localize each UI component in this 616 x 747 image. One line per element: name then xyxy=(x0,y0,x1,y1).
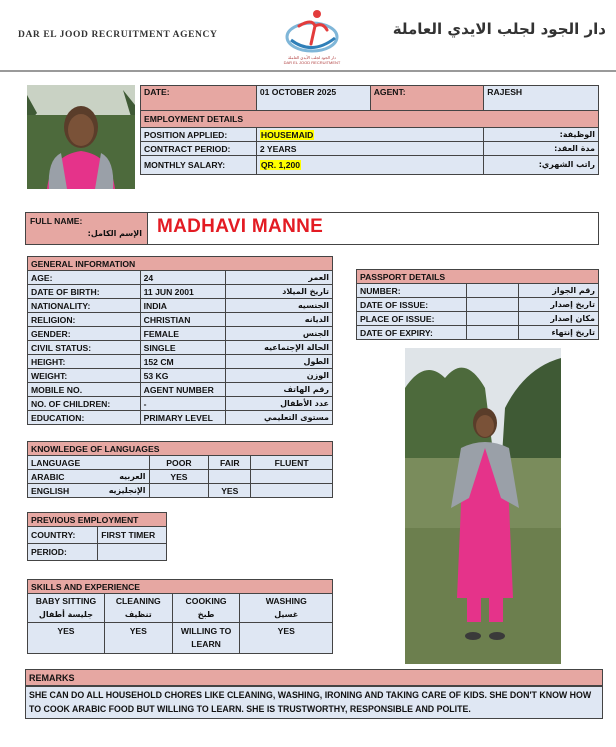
country-label: COUNTRY: xyxy=(28,527,98,544)
employment-table xyxy=(140,85,599,175)
general-label: EDUCATION: xyxy=(28,411,141,425)
general-label: AGE: xyxy=(28,271,141,285)
skill-name: CLEANING xyxy=(115,596,161,606)
general-label: NATIONALITY: xyxy=(28,299,141,313)
previous-employment-title: PREVIOUS EMPLOYMENT xyxy=(28,513,167,527)
general-value: INDIA xyxy=(140,299,226,313)
passport-label: DATE OF EXPIRY: xyxy=(357,326,467,340)
general-value: 53 KG xyxy=(140,369,226,383)
skill-value: YES xyxy=(28,623,105,654)
languages-title: KNOWLEDGE OF LANGUAGES xyxy=(28,442,333,456)
passport-label-ar: تاريخ إصدار xyxy=(519,298,599,312)
skill-name: BABY SITTING xyxy=(35,596,97,606)
remarks-title: REMARKS xyxy=(25,669,603,686)
skill-header xyxy=(240,594,333,623)
passport-table xyxy=(356,269,599,340)
full-name-label xyxy=(26,213,148,244)
language-name-cell xyxy=(28,484,150,498)
passport-label-ar: رقم الجواز xyxy=(519,284,599,298)
general-label-ar: الطول xyxy=(226,355,333,369)
skills-title: SKILLS AND EXPERIENCE xyxy=(28,580,333,594)
general-label-ar: مستوى التعليمي xyxy=(226,411,333,425)
general-value: SINGLE xyxy=(140,341,226,355)
passport-value xyxy=(466,298,519,312)
employment-label: MONTHLY SALARY: xyxy=(141,156,257,175)
general-label: MOBILE NO. xyxy=(28,383,141,397)
skill-header xyxy=(172,594,240,623)
skill-name: WASHING xyxy=(265,596,307,606)
remarks-text: SHE CAN DO ALL HOUSEHOLD CHORES LIKE CLEANING, WASHING, IRONING AND TAKING CARE OF KIDS. SHE DON'T KNOW HOW TO COOK ARABIC FOOD BUT WILLING TO LEARN. SHE IS TRUSTWORTHY, RESPONSIBLE AND POLITE. xyxy=(25,686,603,719)
period-value xyxy=(98,544,167,561)
passport-value xyxy=(466,284,519,298)
language-fair: YES xyxy=(209,484,251,498)
general-label-ar: عدد الأطفال xyxy=(226,397,333,411)
general-label-ar: الوزن xyxy=(226,369,333,383)
language-col-header: FAIR xyxy=(209,456,251,470)
agency-name-ar: دار الجود لجلب الايدي العاملة xyxy=(392,20,606,38)
language-fair xyxy=(209,470,251,484)
passport-label: PLACE OF ISSUE: xyxy=(357,312,467,326)
general-label: CIVIL STATUS: xyxy=(28,341,141,355)
general-label-ar: رقم الهاتف xyxy=(226,383,333,397)
skill-name-ar: تنظيف xyxy=(124,610,152,619)
logo-caption-ar: دار الجود لجلب الأيدي العاملة xyxy=(288,55,336,60)
general-label-ar: الديانه xyxy=(226,313,333,327)
passport-value xyxy=(466,312,519,326)
employment-title: EMPLOYMENT DETAILS xyxy=(141,111,599,128)
general-value: 11 JUN 2001 xyxy=(140,285,226,299)
agency-name-en: DAR EL JOOD RECRUITMENT AGENCY xyxy=(18,30,218,40)
general-value: 24 xyxy=(140,271,226,285)
general-label: DATE OF BIRTH: xyxy=(28,285,141,299)
general-value: - xyxy=(140,397,226,411)
passport-title: PASSPORT DETAILS xyxy=(357,270,599,284)
full-name-label-en: FULL NAME: xyxy=(30,216,83,226)
general-value: PRIMARY LEVEL xyxy=(140,411,226,425)
language-fluent xyxy=(251,470,333,484)
skill-header xyxy=(28,594,105,623)
skills-table xyxy=(27,579,333,654)
skill-value: WILLING TO LEARN xyxy=(172,623,240,654)
passport-label-ar: تاريخ إنتهاء xyxy=(519,326,599,340)
full-body-photo xyxy=(405,348,561,664)
general-value: FEMALE xyxy=(140,327,226,341)
general-label: GENDER: xyxy=(28,327,141,341)
employment-label-ar: الوظيفة: xyxy=(484,128,599,142)
general-label: WEIGHT: xyxy=(28,369,141,383)
skill-name-ar: جليسة أطفال xyxy=(38,610,93,619)
skill-name-ar: غسيل xyxy=(274,610,299,619)
language-col-header: POOR xyxy=(149,456,209,470)
general-label-ar: العمر xyxy=(226,271,333,285)
agent-value: RAJESH xyxy=(484,86,599,111)
period-label: PERIOD: xyxy=(28,544,98,561)
language-name-ar: الإنجليزيه xyxy=(108,485,146,495)
agent-label: AGENT: xyxy=(370,86,484,111)
date-value: 01 OCTOBER 2025 xyxy=(256,86,370,111)
employment-value: QR. 1,200 xyxy=(260,160,301,170)
passport-label: DATE OF ISSUE: xyxy=(357,298,467,312)
employment-value: 2 YEARS xyxy=(256,142,483,156)
general-info-table xyxy=(27,256,333,425)
header-divider xyxy=(0,70,616,72)
general-label-ar: الجنسيه xyxy=(226,299,333,313)
full-name-value: MADHAVI MANNE xyxy=(157,216,324,237)
language-name-cell xyxy=(28,470,150,484)
full-name-label-ar: الإسم الكامل: xyxy=(87,229,142,238)
language-name: ENGLISH xyxy=(31,485,70,496)
skill-name: COOKING xyxy=(185,596,227,606)
employment-label: CONTRACT PERIOD: xyxy=(141,142,257,156)
passport-value xyxy=(466,326,519,340)
employment-value: HOUSEMAID xyxy=(260,129,314,140)
language-poor: YES xyxy=(149,470,209,484)
language-col-header: FLUENT xyxy=(251,456,333,470)
language-col-header: LANGUAGE xyxy=(28,456,150,470)
general-value: AGENT NUMBER xyxy=(140,383,226,397)
skill-header xyxy=(104,594,172,623)
skill-name-ar: طبخ xyxy=(197,610,215,619)
logo-caption-en: DAR EL JOOD RECRUITMENT xyxy=(283,60,341,65)
language-name: ARABIC xyxy=(31,471,65,482)
full-name-box xyxy=(25,212,599,245)
country-value: FIRST TIMER xyxy=(98,527,167,544)
employment-label: POSITION APPLIED: xyxy=(141,128,257,142)
language-fluent xyxy=(251,484,333,498)
general-label-ar: الجنس xyxy=(226,327,333,341)
date-label: DATE: xyxy=(141,86,257,111)
general-label: NO. OF CHILDREN: xyxy=(28,397,141,411)
previous-employment-table xyxy=(27,512,167,561)
passport-label-ar: مكان إصدار xyxy=(519,312,599,326)
general-label-ar: تاريخ الميلاد xyxy=(226,285,333,299)
general-value: CHRISTIAN xyxy=(140,313,226,327)
skill-value: YES xyxy=(240,623,333,654)
general-label-ar: الحالة الإجتماعيه xyxy=(226,341,333,355)
languages-table xyxy=(27,441,333,498)
language-name-ar: العربيه xyxy=(119,471,146,481)
portrait-photo xyxy=(27,85,135,189)
passport-label: NUMBER: xyxy=(357,284,467,298)
general-info-title: GENERAL INFORMATION xyxy=(28,257,333,271)
employment-label-ar: راتب الشهري: xyxy=(484,156,599,175)
employment-label-ar: مدة العقد: xyxy=(484,142,599,156)
general-label: RELIGION: xyxy=(28,313,141,327)
skill-value: YES xyxy=(104,623,172,654)
general-label: HEIGHT: xyxy=(28,355,141,369)
general-value: 152 CM xyxy=(140,355,226,369)
language-poor xyxy=(149,484,209,498)
